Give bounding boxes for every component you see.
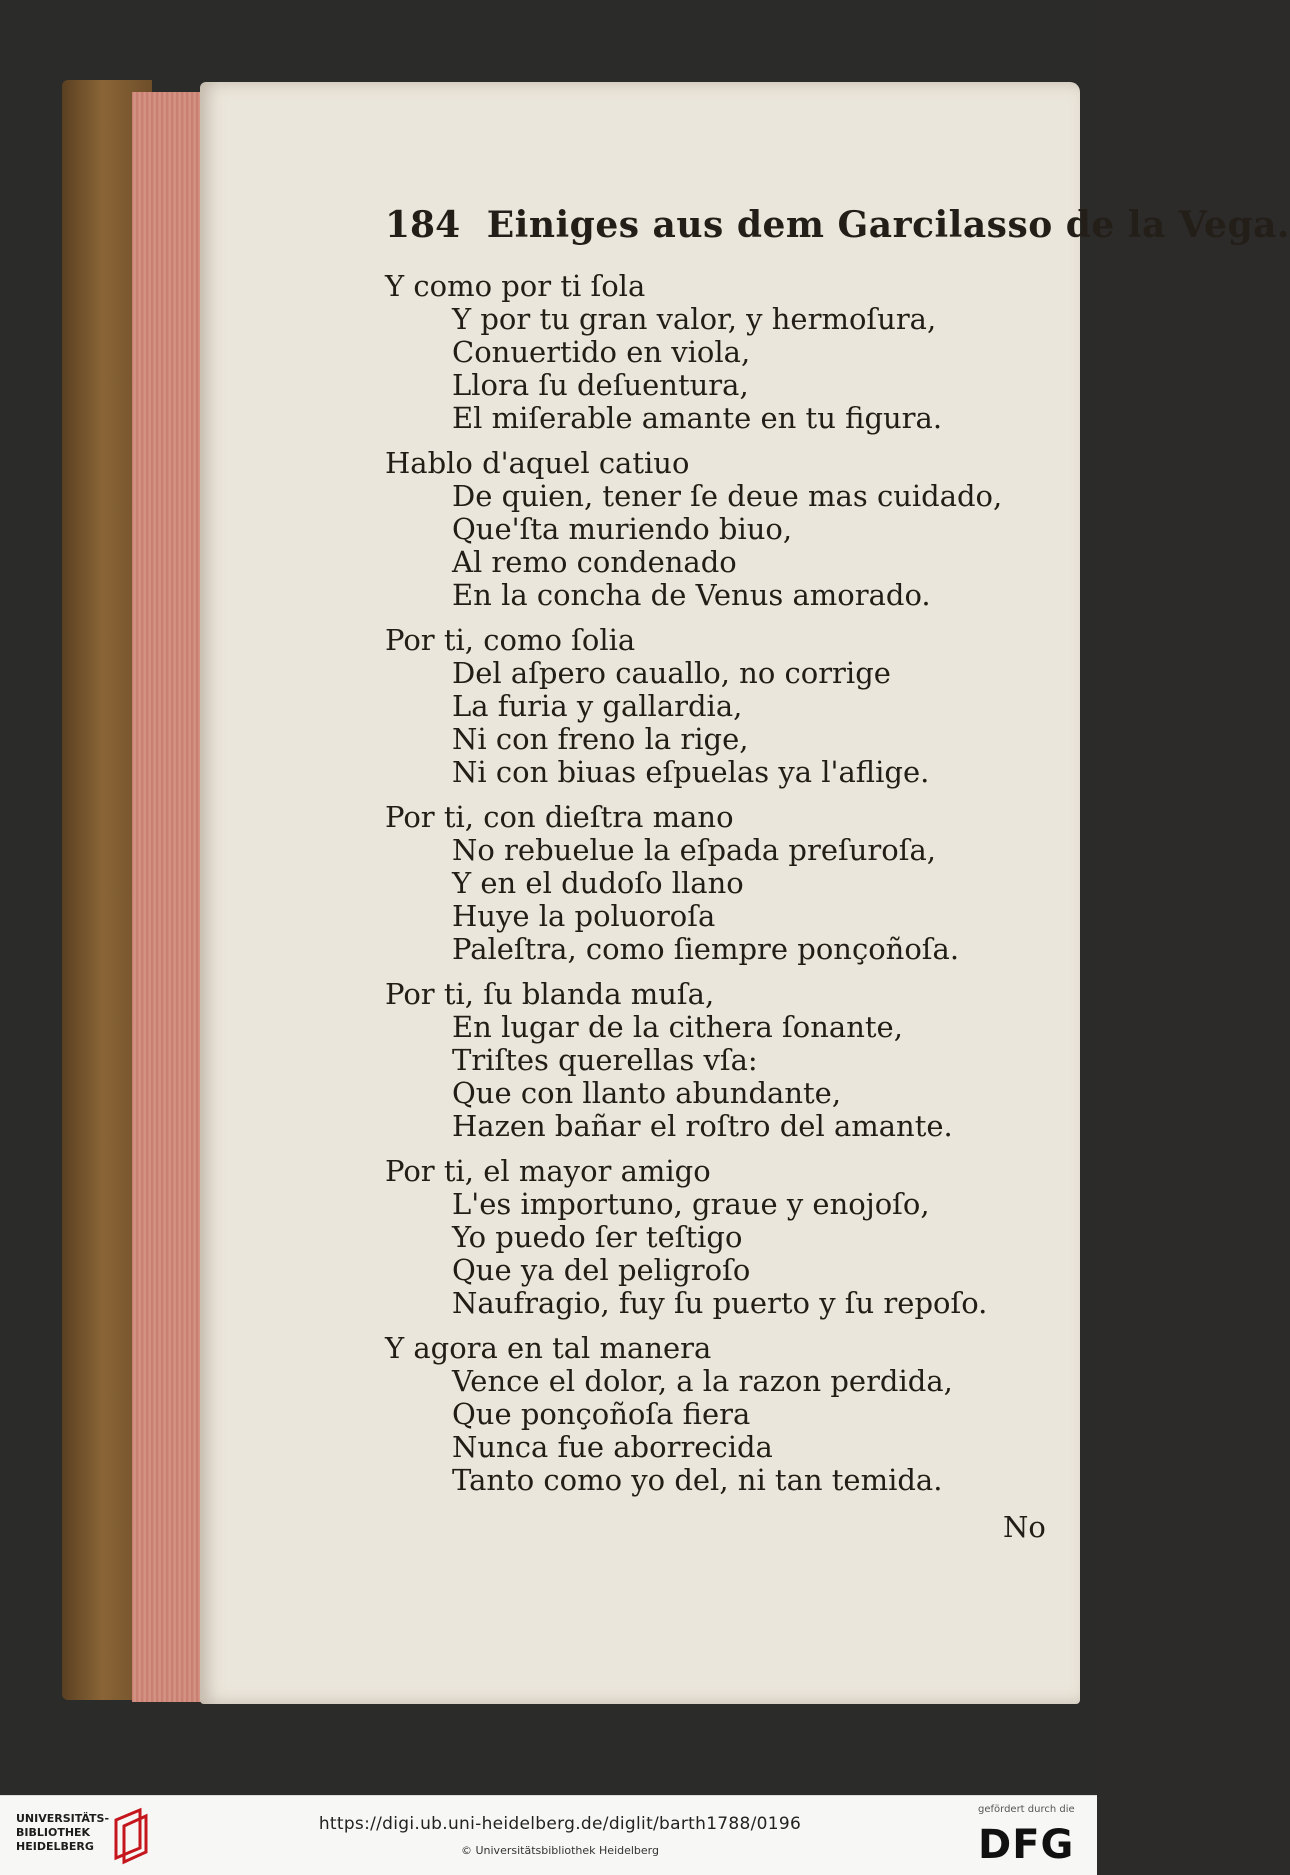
verse-line: Que ponçoñoſa fiera — [452, 1397, 751, 1431]
library-logo-text[interactable] — [16, 1812, 108, 1854]
viewer-footer — [0, 1795, 1097, 1875]
verse-line: Tanto como yo del, ni tan temida. — [452, 1463, 943, 1497]
verse-line: Al remo condenado — [452, 545, 737, 579]
dfg-logo[interactable]: DFG — [978, 1822, 1075, 1868]
verse-line: Y agora en tal manera — [385, 1331, 712, 1365]
verse-line: Por ti, ſu blanda muſa, — [385, 977, 715, 1011]
stanza — [385, 447, 1055, 612]
library-logo-line: UNIVERSITÄTS- — [16, 1812, 110, 1825]
funder-caption: gefördert durch die — [978, 1804, 1075, 1815]
verse-line: Ni con freno la rige, — [452, 722, 749, 756]
verse-line: Paleſtra, como ſiempre ponçoñoſa. — [452, 932, 960, 966]
verse-line: Huye la poluoroſa — [452, 899, 716, 933]
stanza — [385, 978, 1055, 1143]
page-number: 184 — [385, 204, 461, 246]
verse-line: Y por tu gran valor, y hermoſura, — [452, 302, 937, 336]
verse-line: Que con llanto abundante, — [452, 1076, 842, 1110]
verse-line: Que ya del peligroſo — [452, 1253, 751, 1287]
library-logo-icon[interactable] — [110, 1806, 152, 1864]
verse-line: En lugar de la cithera ſonante, — [452, 1010, 903, 1044]
verse-line: En la concha de Venus amorado. — [452, 578, 931, 612]
verse-line: De quien, tener ſe deue mas cuidado, — [452, 479, 1003, 513]
catchword: No — [1003, 1510, 1046, 1544]
library-logo-line: HEIDELBERG — [16, 1840, 94, 1853]
verse-line: Ni con biuas eſpuelas ya l'aflige. — [452, 755, 930, 789]
stanza — [385, 1155, 1055, 1320]
verse-line: Que'ſta muriendo biuo, — [452, 512, 793, 546]
stanza — [385, 1332, 1055, 1497]
library-logo-line: BIBLIOTHEK — [16, 1826, 91, 1839]
copyright-notice: © Universitätsbibliothek Heidelberg — [460, 1844, 659, 1857]
verse-line: Por ti, con dieſtra mano — [385, 800, 734, 834]
verse-line: Por ti, como ſolia — [385, 623, 636, 657]
stanza — [385, 270, 1055, 435]
verse-line: La furia y gallardia, — [452, 689, 743, 723]
verse-line: Por ti, el mayor amigo — [385, 1154, 711, 1188]
verse-line: No rebuelue la eſpada preſuroſa, — [452, 833, 936, 867]
verse-line: Del aſpero cauallo, no corrige — [452, 656, 891, 690]
verse-line: Naufragio, fuy ſu puerto y ſu repoſo. — [452, 1286, 988, 1320]
verse-line: Hazen bañar el roſtro del amante. — [452, 1109, 953, 1143]
verse-line: Nunca fue aborrecida — [452, 1430, 773, 1464]
verse-line: L'es importuno, graue y enojoſo, — [452, 1187, 930, 1221]
stanza — [385, 801, 1055, 966]
page-header — [385, 204, 1290, 264]
running-title: Einiges aus dem Garcilasso de la Vega. — [486, 204, 1290, 246]
verse-line: Vence el dolor, a la razon perdida, — [452, 1364, 953, 1398]
verse-line: El miſerable amante en tu figura. — [452, 401, 943, 435]
verse-line: Hablo d'aquel catiuo — [385, 446, 690, 480]
verse-line: Y como por ti ſola — [385, 269, 646, 303]
page-edge-red — [132, 92, 210, 1702]
verse-line: Conuertido en viola, — [452, 335, 751, 369]
verse-line: Triſtes querellas vſa: — [452, 1043, 758, 1077]
verse-line: Y en el dudoſo llano — [452, 866, 744, 900]
verse-line: Yo puedo ſer teſtigo — [452, 1220, 743, 1254]
stanza — [385, 624, 1055, 789]
poem-text — [385, 270, 1055, 1509]
permalink-url[interactable]: https://digi.ub.uni-heidelberg.de/diglit/barth1788/0196 — [318, 1814, 802, 1834]
verse-line: Llora ſu deſuentura, — [452, 368, 749, 402]
